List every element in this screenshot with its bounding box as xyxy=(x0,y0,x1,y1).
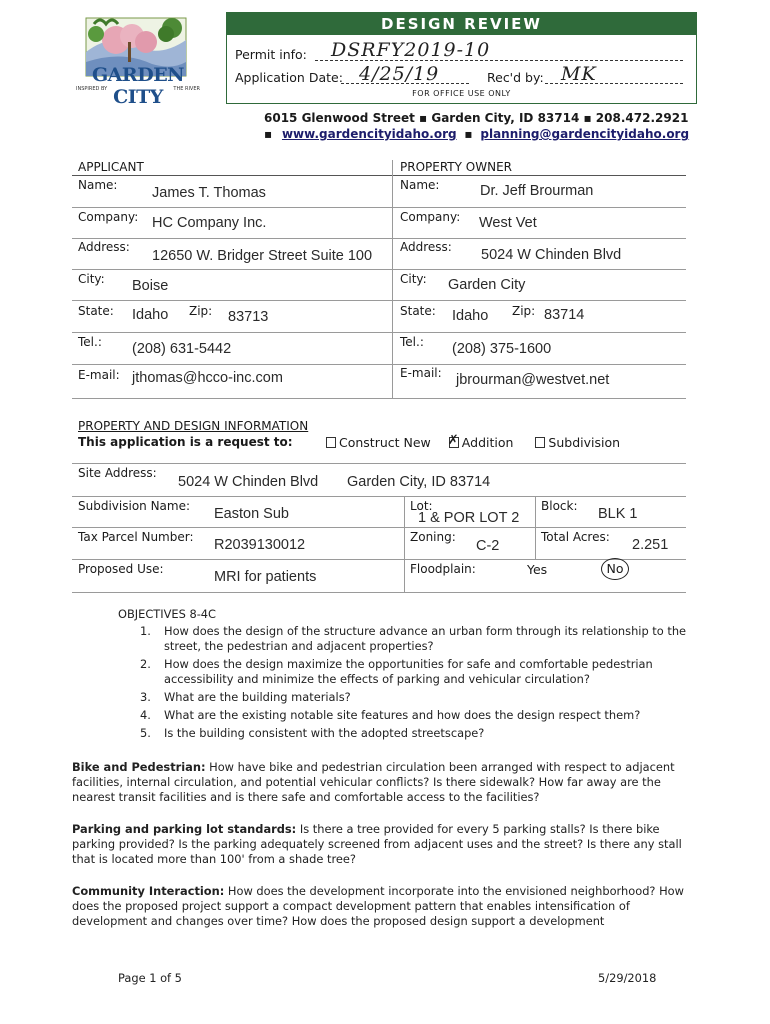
applicant-state-label: State: xyxy=(78,304,114,318)
planning-email-link[interactable]: planning@gardencityidaho.org xyxy=(480,127,690,141)
lot-label: Lot: xyxy=(410,499,433,513)
zoning-field[interactable]: C-2 xyxy=(476,538,500,554)
applicant-email-label: E-mail: xyxy=(78,368,120,382)
owner-city-label: City: xyxy=(400,272,427,286)
applicant-company-field[interactable]: HC Company Inc. xyxy=(152,215,267,231)
option-construct-new[interactable] xyxy=(326,435,431,450)
total-acres-field[interactable]: 2.251 xyxy=(632,537,669,553)
owner-heading: PROPERTY OWNER xyxy=(400,160,512,174)
owner-name-label: Name: xyxy=(400,178,440,192)
application-date-value[interactable]: 4/25/19 xyxy=(359,63,440,85)
bike-pedestrian-section xyxy=(72,760,700,805)
community-interaction-text: How does the development incorporate into the envisioned neighborhood? How does the proposed project support a compact development pattern that enables intensification of development and changes over time? How does the proposed design support a development xyxy=(72,884,684,928)
recd-by-value[interactable]: MK xyxy=(561,63,597,85)
total-acres-label: Total Acres: xyxy=(541,530,610,544)
applicant-zip-label: Zip: xyxy=(189,304,213,318)
objective-text: Is the building consistent with the adopted streetscape? xyxy=(164,726,485,740)
address-bullet: ▪ xyxy=(264,127,273,141)
applicant-name-field[interactable]: James T. Thomas xyxy=(152,185,266,201)
design-review-title: DESIGN REVIEW xyxy=(381,15,542,33)
parking-section xyxy=(72,822,700,867)
request-options xyxy=(326,435,620,450)
logo-tagline-left: INSPIRED BY xyxy=(76,86,108,92)
applicant-address-label: Address: xyxy=(78,240,130,254)
request-label: This application is a request to: xyxy=(78,435,293,449)
subdivision-name-field[interactable]: Easton Sub xyxy=(214,506,289,522)
construct-new-checkbox[interactable] xyxy=(326,437,336,448)
owner-city-field[interactable]: Garden City xyxy=(448,277,526,293)
addition-checkbox[interactable] xyxy=(447,433,459,448)
design-review-banner xyxy=(227,13,696,35)
site-city-field[interactable]: Garden City, ID 83714 xyxy=(347,474,491,490)
applicant-city-field[interactable]: Boise xyxy=(132,278,169,294)
owner-tel-label: Tel.: xyxy=(400,335,424,349)
applicant-name-label: Name: xyxy=(78,178,118,192)
owner-company-label: Company: xyxy=(400,210,461,224)
office-use-box xyxy=(226,12,697,104)
permit-info-label: Permit info: xyxy=(235,47,307,62)
construct-new-label: Construct New xyxy=(339,435,431,450)
objective-item xyxy=(140,708,700,723)
recd-by-label: Rec'd by: xyxy=(487,70,544,85)
objective-item xyxy=(140,726,700,741)
block-field[interactable]: BLK 1 xyxy=(598,506,638,522)
objective-number: 4. xyxy=(140,708,151,722)
objective-text: How does the design of the structure advance an urban form through its relationship to the street, the pedestrian and adjacent properties? xyxy=(164,624,687,653)
applicant-zip-field[interactable]: 83713 xyxy=(228,309,269,325)
option-subdivision[interactable] xyxy=(535,435,620,450)
logo-tagline-right: THE RIVER xyxy=(173,86,200,92)
subdivision-option-label: Subdivision xyxy=(548,435,621,450)
owner-email-label: E-mail: xyxy=(400,366,442,380)
applicant-city-label: City: xyxy=(78,272,105,286)
lot-field[interactable]: 1 & POR LOT 2 xyxy=(418,510,520,526)
objective-number: 5. xyxy=(140,726,151,740)
applicant-company-label: Company: xyxy=(78,210,139,224)
objective-item xyxy=(140,657,700,687)
objective-number: 2. xyxy=(140,657,151,671)
owner-company-field[interactable]: West Vet xyxy=(479,215,537,231)
objective-item xyxy=(140,690,700,705)
address-separator: ▪ xyxy=(464,127,473,141)
tax-parcel-field[interactable]: R2039130012 xyxy=(214,537,306,553)
owner-state-field[interactable]: Idaho xyxy=(452,308,489,324)
objective-text: What are the building materials? xyxy=(164,690,351,704)
objective-number: 3. xyxy=(140,690,151,704)
subdivision-checkbox[interactable] xyxy=(535,437,545,448)
objective-text: How does the design maximize the opportunities for safe and comfortable pedestrian accessibility and minimize the effects of parking and vehicular circulation? xyxy=(164,657,653,686)
owner-state-label: State: xyxy=(400,304,436,318)
community-interaction-heading: Community Interaction: xyxy=(72,884,225,898)
objective-text: What are the existing notable site features and how does the design respect them? xyxy=(164,708,641,722)
proposed-use-field[interactable]: MRI for patients xyxy=(214,569,317,585)
permit-info-value[interactable]: DSRFY2019-10 xyxy=(331,39,491,61)
floodplain-yes-option[interactable]: Yes xyxy=(527,562,548,577)
parking-text: Is there a tree provided for every 5 parking stalls? Is there bike parking provided? Is the parking adequately screened from adjacent uses and the street? Is there any stall that is located more than 100' from a shade tree? xyxy=(72,822,682,866)
floodplain-no-option[interactable]: No xyxy=(601,558,629,580)
block-label: Block: xyxy=(541,499,578,513)
proposed-use-label: Proposed Use: xyxy=(78,562,164,576)
city-address-line: 6015 Glenwood Street ▪ Garden City, ID 83714 ▪ 208.472.2921 xyxy=(264,111,689,125)
addition-label: Addition xyxy=(461,435,514,450)
owner-zip-field[interactable]: 83714 xyxy=(544,307,585,323)
community-interaction-section xyxy=(72,884,700,929)
applicant-tel-field[interactable]: (208) 631-5442 xyxy=(132,341,232,357)
bike-pedestrian-text: How have bike and pedestrian circulation been arranged with respect to adjacent facilities, internal circulation, and potential vehicular conflicts? Is there sidewalk? How far away are the nearest transit facilities and is there safe and comfortable access to the facilities? xyxy=(72,760,675,804)
owner-zip-label: Zip: xyxy=(512,304,536,318)
floodplain-label: Floodplain: xyxy=(410,562,476,576)
owner-name-field[interactable]: Dr. Jeff Brourman xyxy=(480,183,594,199)
footer-date: 5/29/2018 xyxy=(598,971,657,985)
owner-address-field[interactable]: 5024 W Chinden Blvd xyxy=(481,247,622,263)
applicant-heading: APPLICANT xyxy=(78,160,144,174)
owner-email-field[interactable]: jbrourman@westvet.net xyxy=(456,372,610,388)
objectives-list xyxy=(140,624,700,744)
applicant-tel-label: Tel.: xyxy=(78,335,102,349)
objective-item xyxy=(140,624,700,654)
bike-pedestrian-heading: Bike and Pedestrian: xyxy=(72,760,206,774)
site-address-field[interactable]: 5024 W Chinden Blvd xyxy=(178,474,319,490)
owner-tel-field[interactable]: (208) 375-1600 xyxy=(452,341,552,357)
parking-heading: Parking and parking lot standards: xyxy=(72,822,297,836)
tax-parcel-label: Tax Parcel Number: xyxy=(78,530,194,544)
site-address-label: Site Address: xyxy=(78,466,157,480)
subdivision-name-label: Subdivision Name: xyxy=(78,499,191,513)
applicant-email-field[interactable]: jthomas@hcco-inc.com xyxy=(132,370,283,386)
page-number: Page 1 of 5 xyxy=(118,971,182,985)
logo-wordmark: GARDEN CITY xyxy=(91,64,185,108)
objectives-heading: OBJECTIVES 8-4C xyxy=(118,607,217,621)
option-addition[interactable] xyxy=(449,435,514,450)
owner-address-label: Address: xyxy=(400,240,452,254)
website-link[interactable]: www.gardencityidaho.org xyxy=(281,127,457,141)
objective-number: 1. xyxy=(140,624,151,638)
office-use-note: FOR OFFICE USE ONLY xyxy=(412,89,511,98)
addition-checkmark-icon: ✗ xyxy=(447,433,459,448)
applicant-address-field[interactable]: 12650 W. Bridger Street Suite 100 xyxy=(152,248,373,264)
property-heading: PROPERTY AND DESIGN INFORMATION xyxy=(78,419,309,433)
application-date-label: Application Date: xyxy=(235,70,343,85)
applicant-state-field[interactable]: Idaho xyxy=(132,307,169,323)
zoning-label: Zoning: xyxy=(410,530,456,544)
garden-city-logo xyxy=(72,12,204,108)
